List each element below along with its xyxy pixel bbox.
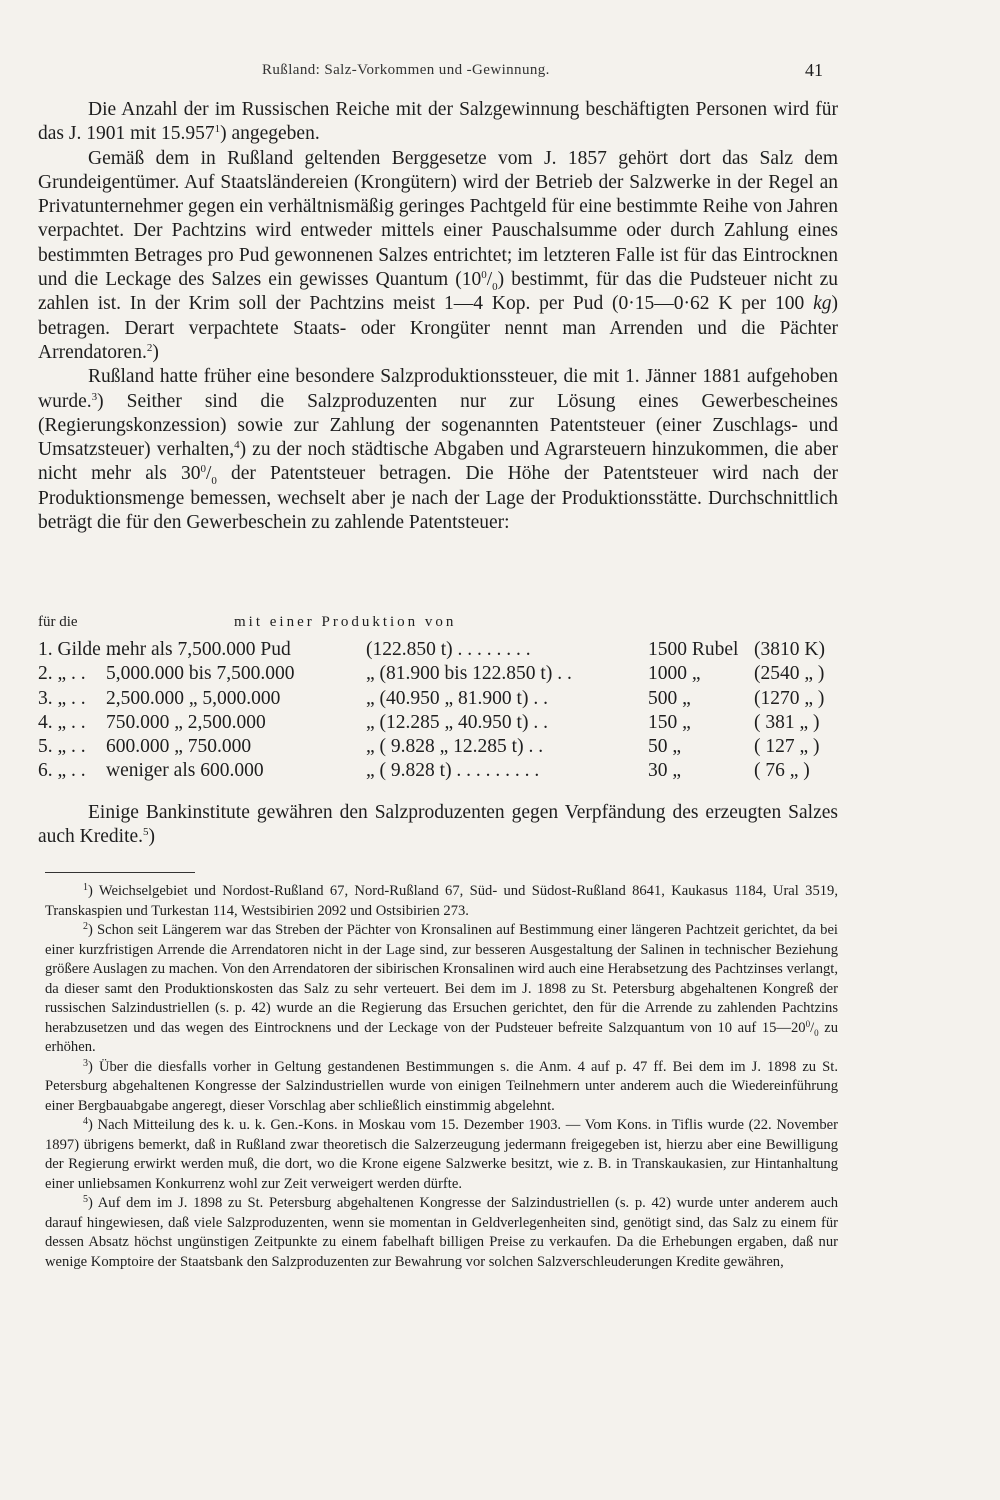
row-tonnage: „ ( 9.828 „ 12.285 t) . . xyxy=(366,736,544,758)
page-number: 41 xyxy=(805,60,823,80)
table-row xyxy=(38,735,838,759)
paragraph-2: Gemäß dem in Rußland geltenden Berggesetze vom J. 1857 gehört dort das Salz dem Grundeigentümer. Auf Staatsländereien (Krongütern) wird der Betrieb der Salzwerke in der Regel an Privatunternehmer gegen ein verhältnismäßig geringes Pachtgeld für eine bestimmte Reihe von Jahren verpachtet. Der Pachtzins wird entweder mittels einer Pauschalsumme oder durch Zahlung eines bestimmten Betrages pro Pud gewonnenen Salzes entrichtet; im letzteren Falle ist für das Eintrocknen und die Leckage des Salzes ein gewisses Quantum $(10^0/_0)$ bestimmt, für das die Pudsteuer nicht zu zahlen ist. In der Krim soll der Pachtzins meist 1—4 Kop. per Pud (0·15—0·62 K per 100 kg) betragen. Derart verpachtete Staats- oder Krongüter nennt man Arrenden und die Pächter Arrendatoren.$^2$) xyxy=(38,147,838,363)
p1-text-b: ) angegeben. xyxy=(220,123,320,145)
table-row xyxy=(38,638,838,662)
footnote-3-mark: 3 xyxy=(83,1057,88,1069)
table-row xyxy=(38,687,838,711)
footnote-5-mark: 5 xyxy=(83,1194,88,1205)
footnote-4-text: ) Nach Mitteilung des k. u. k. Gen.-Kons. in Moskau vom 15. Dezember 1903. — Vom Kons. in Tiflis wurde (22. November 1897) übrigens bemerkt, daß in Rußland zwar theoretisch die Salzerzeugung jedermann freigegeben ist, hierzu aber eine Bewilligung der Regierung erwirkt werden muß, die dort, wo die Krone eigene Salzwerke besitzt, wie z. B. in Transkaukasien, zur Hintanhaltung einer unliebsamen Konkurrenz wohl zur Zeit verweigert werden dürfte. xyxy=(45,1117,838,1192)
row-grade: 3. „ . . xyxy=(38,687,86,709)
footnote-ref-4: 4 xyxy=(234,439,240,452)
row-rubel: 500 „ xyxy=(648,687,691,709)
p3-text-d: der Patentsteuer betragen. Die Höhe der Patentsteuer wird nach der Produktionsmenge bemessen, wechselt aber je nach der Lage der Produktionsstätte. Durchschnittlich beträgt die für den Gewerbeschein zu zahlende Patentsteuer: xyxy=(38,463,839,534)
body-text-after-table xyxy=(38,801,838,850)
p4-text-a: Einige Bankinstitute gewähren den Salzproduzenten gegen Verpfändung des erzeugten Salzes auch Kredite. xyxy=(38,802,838,848)
row-tonnage: „ ( 9.828 t) . . . . . . . . . xyxy=(366,760,540,782)
row-range: 600.000 „ 750.000 xyxy=(106,736,252,758)
p3-percent-bottom: 0 xyxy=(211,475,217,488)
row-rubel: 150 „ xyxy=(648,711,691,733)
row-kronen: (1270 „ ) xyxy=(754,687,825,709)
table-row xyxy=(38,711,838,735)
row-range: mehr als 7,500.000 Pud xyxy=(106,639,291,660)
row-rubel: 30 „ xyxy=(648,760,682,782)
body-text xyxy=(38,98,838,535)
footnote-divider xyxy=(45,872,195,873)
row-rubel: 1500 Rubel xyxy=(648,639,739,660)
footnote-2-mark: 2 xyxy=(83,921,88,932)
row-kronen: ( 127 „ ) xyxy=(754,736,820,758)
tax-table xyxy=(38,638,838,784)
row-grade: 6. „ . . xyxy=(38,760,86,782)
table-row xyxy=(38,662,838,686)
footnote-ref-3: 3 xyxy=(91,390,98,403)
paragraph-1 xyxy=(38,98,838,147)
row-grade: 1. Gilde . . xyxy=(38,639,121,660)
footnote-1-mark: 1 xyxy=(83,882,88,893)
footnote-2-percent-bottom: 0 xyxy=(814,1027,819,1038)
row-kronen: ( 381 „ ) xyxy=(754,711,820,733)
row-rubel: 50 „ xyxy=(648,736,682,758)
footnote-ref-5: 5 xyxy=(143,826,149,839)
footnote-4-mark: 4 xyxy=(83,1116,88,1127)
footnote-5 xyxy=(45,1194,838,1272)
row-range: 5,000.000 bis 7,500.000 xyxy=(106,663,295,685)
footnote-3-text: ) Über die diesfalls vorher in Geltung gestandenen Bestimmungen s. die Anm. 4 auf p. 47 ff. Bei dem im J. 1898 zu St. Petersburg abgehaltenen Kongresse der Salzindustriellen wurde von einigen Teilnehmern unter anderem auch die Wiedereinführung einer Bergbauabgabe angeregt, dieser Vorschlag aber schließlich einstimmig abgelehnt. xyxy=(45,1058,838,1114)
p3-text-a: Rußland hatte früher eine besondere Salzproduktionssteuer, die mit 1. Jänner 1881 aufgehoben wurde. xyxy=(38,366,838,412)
row-tonnage: „ (12.285 „ 40.950 t) . . xyxy=(366,711,548,733)
footnote-1 xyxy=(45,882,838,921)
p1-text-a: Die Anzahl der im Russischen Reiche mit der Salzgewinnung beschäftigten Personen wird für das J. 1901 mit 15.957 xyxy=(38,99,838,145)
p2-unit: kg xyxy=(813,293,832,315)
footnote-5-text: ) Auf dem im J. 1898 zu St. Petersburg abgehaltenen Kongresse der Salzindustriellen (s. p. 42) wurde unter anderem auch darauf hingewiesen, daß viele Salzproduzenten, wenn sie momentan in Geldverlegenheiten sind, genötigt sind, das Salz zu einem für dessen Absatz höchst ungünstigen Zeitpunkte zu einem fabelhaft billigen Preise zu verkaufen. Da die Erhebungen ergaben, daß nur wenige Komptoire der Staatsbank den Salzproduzenten zur Bewahrung vor solchen Salzverschleuderungen Kredite gewähren, xyxy=(45,1195,838,1270)
running-title: Rußland: Salz-Vorkommen und -Gewinnung. xyxy=(262,62,550,78)
row-range: 2,500.000 „ 5,000.000 xyxy=(106,687,281,709)
p2-text-a: Gemäß dem in Rußland geltenden Berggesetze vom J. 1857 gehört dort das Salz dem Grundeigentümer. Auf Staatsländereien (Krongütern) wird der Betrieb der Salzwerke in der Regel an Privatunternehmer gegen ein verhältnismäßig geringes Pachtgeld für eine bestimmte Reihe von Jahren verpachtet. Der Pachtzins wird entweder mittels einer Pauschalsumme oder durch Zahlung eines bestimmten Betrages pro Pud gewonnenen Salzes entrichtet; im letzteren Falle ist für das Eintrocknen und die Leckage des Salzes ein gewisses Quantum (10 xyxy=(38,147,838,291)
table-row xyxy=(38,759,838,783)
footnote-2-percent-top: 0 xyxy=(805,1018,811,1029)
p2-percent-bottom: 0 xyxy=(492,280,498,293)
row-tonnage: (122.850 t) . . . . . . . . xyxy=(366,639,531,660)
row-range: 750.000 „ 2,500.000 xyxy=(106,711,266,733)
p2-text-d: ) xyxy=(152,341,159,363)
row-tonnage: „ (81.900 bis 122.850 t) . . xyxy=(366,663,572,685)
row-kronen: ( 76 „ ) xyxy=(754,760,810,782)
paragraph-4 xyxy=(38,801,838,850)
p4-text-b: ) xyxy=(148,826,156,848)
p3-percent-top: 0 xyxy=(200,463,206,476)
footnote-3 xyxy=(45,1058,838,1117)
footnote-ref-1: 1 xyxy=(214,123,221,136)
p3-text-b: ) Seither sind die Salzproduzenten nur zur Lösung eines Gewerbescheines (Regierungskonzession) sowie zur Zahlung der sogenannten Patentsteuer (einer Zuschlags- und Umsatzsteuer) verhalten, xyxy=(38,390,838,461)
row-tonnage: „ (40.950 „ 81.900 t) . . xyxy=(366,687,548,709)
running-head xyxy=(0,60,1000,84)
paragraph-3: Rußland hatte früher eine besondere Salzproduktionssteuer, die mit 1. Jänner 1881 aufgehoben wurde.$^3$) Seither sind die Salzproduzenten nur zur Lösung eines Gewerbescheines (Regierungskonzession) sowie zur Zahlung der sogenannten Patentsteuer (einer Zuschlags- und Umsatzsteuer) verhalten,$^4$) zu der noch städtische Abgaben und Agrarsteuern hinzukommen, die aber nicht mehr als $30^0/_0$ der Patentsteuer betragen. Die Höhe der Patentsteuer wird nach der Produktionsmenge bemessen, wechselt aber je nach der Lage der Produktionsstätte. Durchschnittlich beträgt die für den Gewerbeschein zu zahlende Patentsteuer: xyxy=(38,366,839,534)
row-kronen: (2540 „ ) xyxy=(754,663,825,685)
row-range: weniger als 600.000 xyxy=(106,760,264,782)
p3-text-c: ) zu der noch städtische Abgaben und Agrarsteuern hinzukommen, die aber nicht mehr als 30 xyxy=(38,439,838,485)
p2-percent-top: 0 xyxy=(481,269,487,282)
row-grade: 5. „ . . xyxy=(38,736,86,758)
footnote-ref-2: 2 xyxy=(146,341,153,354)
row-grade: 4. „ . . xyxy=(38,711,86,733)
tax-table-caption xyxy=(38,614,838,636)
table-column-label: für die xyxy=(38,614,78,630)
footnote-2-text-a: ) Schon seit Längerem war das Streben der Pächter von Kronsalinen auf Bestimmung einer längeren Pachtzeit gerichtet, da bei einer kurzfristigen Arrende die Arrendatoren nicht in der Lage sind, zur besseren Ausgestaltung der Salinen in technischer Beziehung größere Auslagen zu machen. Von den Arrendatoren der sibirischen Kronsalinen wird auch eine Herabsetzung des Pachtzinses verlangt, da dieser samt den Produktionskosten das Salz zu sehr verteuert. Bei dem im J. 1898 zu St. Petersburg abgehaltenen Kongreß der russischen Salzindustriellen (s. p. 42) wurde an die Regierung das Ersuchen gerichtet, den für die Arrende zu zahlenden Pachtzins herabzusetzen und das wegen des Eintrocknens und der Leckage von der Pudsteuer befreite Salzquantum von 10 auf 15—20 xyxy=(45,922,838,1036)
footnote-2-text-b: zu erhöhen. xyxy=(45,1019,838,1055)
p2-text-b: ) bestimmt, für das die Pudsteuer nicht zu zahlen ist. In der Krim soll der Pachtzins meist 1—4 Kop. per Pud (0·15—0·62 K per 100 xyxy=(38,269,838,315)
p2-text-c: ) betragen. Derart verpachtete Staats- oder Krongüter nennt man Arrenden und die Pächter Arrendatoren. xyxy=(38,293,838,363)
row-grade: 2. „ . . xyxy=(38,663,86,685)
footnote-2: $^2$) Schon seit Längerem war das Streben der Pächter von Kronsalinen auf Bestimmung einer längeren Pachtzeit gerichtet, da bei einer kurzfristigen Arrende die Arrendatoren nicht in der Lage sind, zur besseren Ausgestaltung der Salinen in technischer Beziehung größere Auslagen zu machen. Von den Arrendatoren der sibirischen Kronsalinen wird auch eine Herabsetzung des Pachtzinses verlangt, da dieser samt den Produktionskosten das Salz zu sehr verteuert. Bei dem im J. 1898 zu St. Petersburg abgehaltenen Kongreß der russischen Salzindustriellen (s. p. 42) wurde an die Regierung das Ersuchen gerichtet, den für die Arrende zu zahlenden Pachtzins herabzusetzen und das wegen des Eintrocknens und der Leckage von der Pudsteuer befreite Salzquantum von 10 auf $15—20^0/_0$ zu erhöhen. xyxy=(45,921,838,1055)
footnotes xyxy=(45,882,838,1272)
table-span-label: mit einer Produktion von xyxy=(234,614,457,630)
footnote-4 xyxy=(45,1116,838,1194)
footnote-1-text: ) Weichselgebiet und Nordost-Rußland 67, Nord-Rußland 67, Süd- und Südost-Rußland 8641, Kaukasus 1184, Ural 3519, Transkaspien und Turkestan 114, Westsibirien 2092 und Ostsibirien 273. xyxy=(45,883,838,919)
row-kronen: (3810 K) xyxy=(754,639,825,660)
row-rubel: 1000 „ xyxy=(648,663,701,685)
